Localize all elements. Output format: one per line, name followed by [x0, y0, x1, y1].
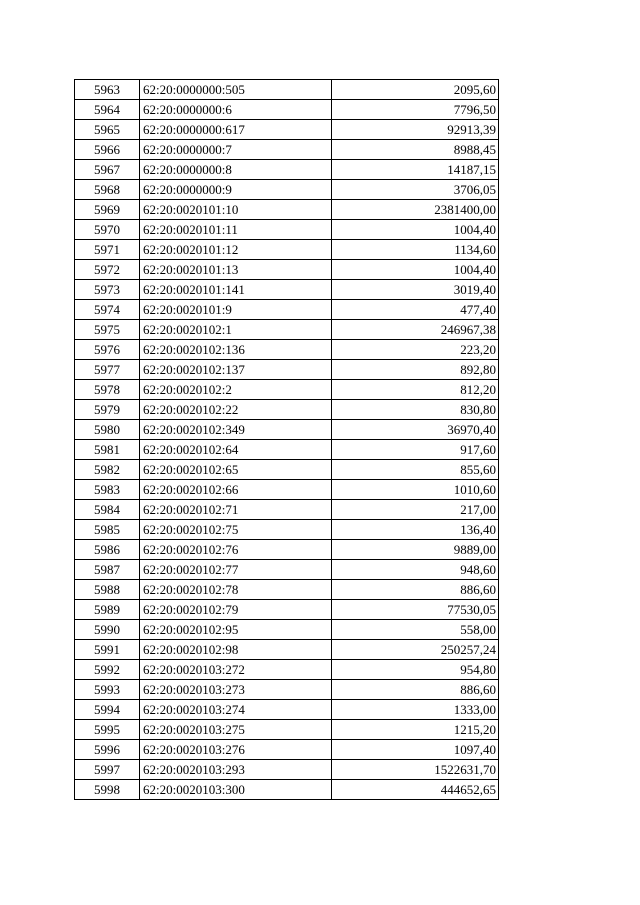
- value-cell: 3706,05: [332, 180, 499, 200]
- value-cell: 250257,24: [332, 640, 499, 660]
- value-cell: 558,00: [332, 620, 499, 640]
- value-cell: 36970,40: [332, 420, 499, 440]
- table-row: [75, 400, 499, 420]
- cadastral-value-table: [74, 79, 499, 800]
- cadastral-number-cell: 62:20:0020101:13: [140, 260, 332, 280]
- row-number-cell: 5979: [75, 400, 140, 420]
- row-number-cell: 5980: [75, 420, 140, 440]
- value-cell: 917,60: [332, 440, 499, 460]
- row-number-cell: 5964: [75, 100, 140, 120]
- table-row: [75, 520, 499, 540]
- row-number-cell: 5995: [75, 720, 140, 740]
- table-row: [75, 660, 499, 680]
- row-number-cell: 5975: [75, 320, 140, 340]
- cadastral-number-cell: 62:20:0020101:9: [140, 300, 332, 320]
- table-row: [75, 620, 499, 640]
- row-number-cell: 5972: [75, 260, 140, 280]
- row-number-cell: 5985: [75, 520, 140, 540]
- row-number-cell: 5973: [75, 280, 140, 300]
- cadastral-number-cell: 62:20:0000000:7: [140, 140, 332, 160]
- table-row: [75, 160, 499, 180]
- value-cell: 1333,00: [332, 700, 499, 720]
- value-cell: 1097,40: [332, 740, 499, 760]
- row-number-cell: 5984: [75, 500, 140, 520]
- row-number-cell: 5966: [75, 140, 140, 160]
- table-row: [75, 760, 499, 780]
- table-row: [75, 460, 499, 480]
- table-row: [75, 80, 499, 100]
- cadastral-number-cell: 62:20:0020101:11: [140, 220, 332, 240]
- cadastral-number-cell: 62:20:0000000:505: [140, 80, 332, 100]
- row-number-cell: 5968: [75, 180, 140, 200]
- row-number-cell: 5969: [75, 200, 140, 220]
- table-row: [75, 580, 499, 600]
- table-row: [75, 340, 499, 360]
- value-cell: 217,00: [332, 500, 499, 520]
- cadastral-number-cell: 62:20:0020102:65: [140, 460, 332, 480]
- table-row: [75, 740, 499, 760]
- value-cell: 246967,38: [332, 320, 499, 340]
- cadastral-number-cell: 62:20:0020102:78: [140, 580, 332, 600]
- table-row: [75, 360, 499, 380]
- row-number-cell: 5990: [75, 620, 140, 640]
- table-row: [75, 200, 499, 220]
- cadastral-number-cell: 62:20:0000000:6: [140, 100, 332, 120]
- value-cell: 223,20: [332, 340, 499, 360]
- value-cell: 77530,05: [332, 600, 499, 620]
- value-cell: 812,20: [332, 380, 499, 400]
- value-cell: 1522631,70: [332, 760, 499, 780]
- row-number-cell: 5981: [75, 440, 140, 460]
- table-row: [75, 220, 499, 240]
- value-cell: 1010,60: [332, 480, 499, 500]
- cadastral-number-cell: 62:20:0020101:10: [140, 200, 332, 220]
- value-cell: 855,60: [332, 460, 499, 480]
- cadastral-number-cell: 62:20:0000000:8: [140, 160, 332, 180]
- value-cell: 136,40: [332, 520, 499, 540]
- row-number-cell: 5967: [75, 160, 140, 180]
- value-cell: 830,80: [332, 400, 499, 420]
- row-number-cell: 5997: [75, 760, 140, 780]
- table-row: [75, 720, 499, 740]
- row-number-cell: 5993: [75, 680, 140, 700]
- row-number-cell: 5988: [75, 580, 140, 600]
- row-number-cell: 5974: [75, 300, 140, 320]
- value-cell: 7796,50: [332, 100, 499, 120]
- row-number-cell: 5976: [75, 340, 140, 360]
- cadastral-number-cell: 62:20:0020102:76: [140, 540, 332, 560]
- table-row: [75, 700, 499, 720]
- value-cell: 477,40: [332, 300, 499, 320]
- cadastral-number-cell: 62:20:0020102:75: [140, 520, 332, 540]
- row-number-cell: 5977: [75, 360, 140, 380]
- cadastral-number-cell: 62:20:0020102:95: [140, 620, 332, 640]
- value-cell: 892,80: [332, 360, 499, 380]
- table-body: [75, 80, 499, 800]
- row-number-cell: 5991: [75, 640, 140, 660]
- table-row: [75, 640, 499, 660]
- cadastral-number-cell: 62:20:0020103:273: [140, 680, 332, 700]
- row-number-cell: 5986: [75, 540, 140, 560]
- value-cell: 1215,20: [332, 720, 499, 740]
- value-cell: 8988,45: [332, 140, 499, 160]
- row-number-cell: 5983: [75, 480, 140, 500]
- value-cell: 92913,39: [332, 120, 499, 140]
- cadastral-number-cell: 62:20:0020102:66: [140, 480, 332, 500]
- table-row: [75, 320, 499, 340]
- table-row: [75, 680, 499, 700]
- row-number-cell: 5987: [75, 560, 140, 580]
- table-row: [75, 780, 499, 800]
- cadastral-number-cell: 62:20:0000000:617: [140, 120, 332, 140]
- value-cell: 2381400,00: [332, 200, 499, 220]
- cadastral-number-cell: 62:20:0020102:349: [140, 420, 332, 440]
- table-row: [75, 240, 499, 260]
- value-cell: 3019,40: [332, 280, 499, 300]
- cadastral-number-cell: 62:20:0020101:12: [140, 240, 332, 260]
- value-cell: 948,60: [332, 560, 499, 580]
- row-number-cell: 5989: [75, 600, 140, 620]
- cadastral-number-cell: 62:20:0020102:98: [140, 640, 332, 660]
- cadastral-number-cell: 62:20:0020103:275: [140, 720, 332, 740]
- table-row: [75, 480, 499, 500]
- table-row: [75, 140, 499, 160]
- value-cell: 2095,60: [332, 80, 499, 100]
- table-row: [75, 260, 499, 280]
- cadastral-number-cell: 62:20:0020103:293: [140, 760, 332, 780]
- cadastral-number-cell: 62:20:0020101:141: [140, 280, 332, 300]
- row-number-cell: 5970: [75, 220, 140, 240]
- table-row: [75, 280, 499, 300]
- cadastral-number-cell: 62:20:0020102:1: [140, 320, 332, 340]
- row-number-cell: 5992: [75, 660, 140, 680]
- table-row: [75, 380, 499, 400]
- value-cell: 1004,40: [332, 260, 499, 280]
- cadastral-number-cell: 62:20:0020102:2: [140, 380, 332, 400]
- cadastral-number-cell: 62:20:0020102:77: [140, 560, 332, 580]
- cadastral-number-cell: 62:20:0020102:137: [140, 360, 332, 380]
- row-number-cell: 5998: [75, 780, 140, 800]
- cadastral-number-cell: 62:20:0020102:79: [140, 600, 332, 620]
- row-number-cell: 5963: [75, 80, 140, 100]
- cadastral-number-cell: 62:20:0020102:71: [140, 500, 332, 520]
- table-row: [75, 440, 499, 460]
- cadastral-number-cell: 62:20:0000000:9: [140, 180, 332, 200]
- cadastral-number-cell: 62:20:0020103:272: [140, 660, 332, 680]
- table-row: [75, 420, 499, 440]
- cadastral-number-cell: 62:20:0020102:64: [140, 440, 332, 460]
- table-row: [75, 100, 499, 120]
- row-number-cell: 5994: [75, 700, 140, 720]
- table-row: [75, 560, 499, 580]
- table-row: [75, 120, 499, 140]
- value-cell: 886,60: [332, 580, 499, 600]
- row-number-cell: 5971: [75, 240, 140, 260]
- cadastral-number-cell: 62:20:0020103:274: [140, 700, 332, 720]
- cadastral-number-cell: 62:20:0020103:300: [140, 780, 332, 800]
- value-cell: 886,60: [332, 680, 499, 700]
- value-cell: 9889,00: [332, 540, 499, 560]
- table-row: [75, 500, 499, 520]
- row-number-cell: 5978: [75, 380, 140, 400]
- cadastral-number-cell: 62:20:0020102:136: [140, 340, 332, 360]
- row-number-cell: 5965: [75, 120, 140, 140]
- table-row: [75, 540, 499, 560]
- cadastral-number-cell: 62:20:0020103:276: [140, 740, 332, 760]
- value-cell: 14187,15: [332, 160, 499, 180]
- table-row: [75, 600, 499, 620]
- cadastral-number-cell: 62:20:0020102:22: [140, 400, 332, 420]
- table-row: [75, 300, 499, 320]
- row-number-cell: 5982: [75, 460, 140, 480]
- value-cell: 954,80: [332, 660, 499, 680]
- table-row: [75, 180, 499, 200]
- row-number-cell: 5996: [75, 740, 140, 760]
- value-cell: 1134,60: [332, 240, 499, 260]
- value-cell: 444652,65: [332, 780, 499, 800]
- value-cell: 1004,40: [332, 220, 499, 240]
